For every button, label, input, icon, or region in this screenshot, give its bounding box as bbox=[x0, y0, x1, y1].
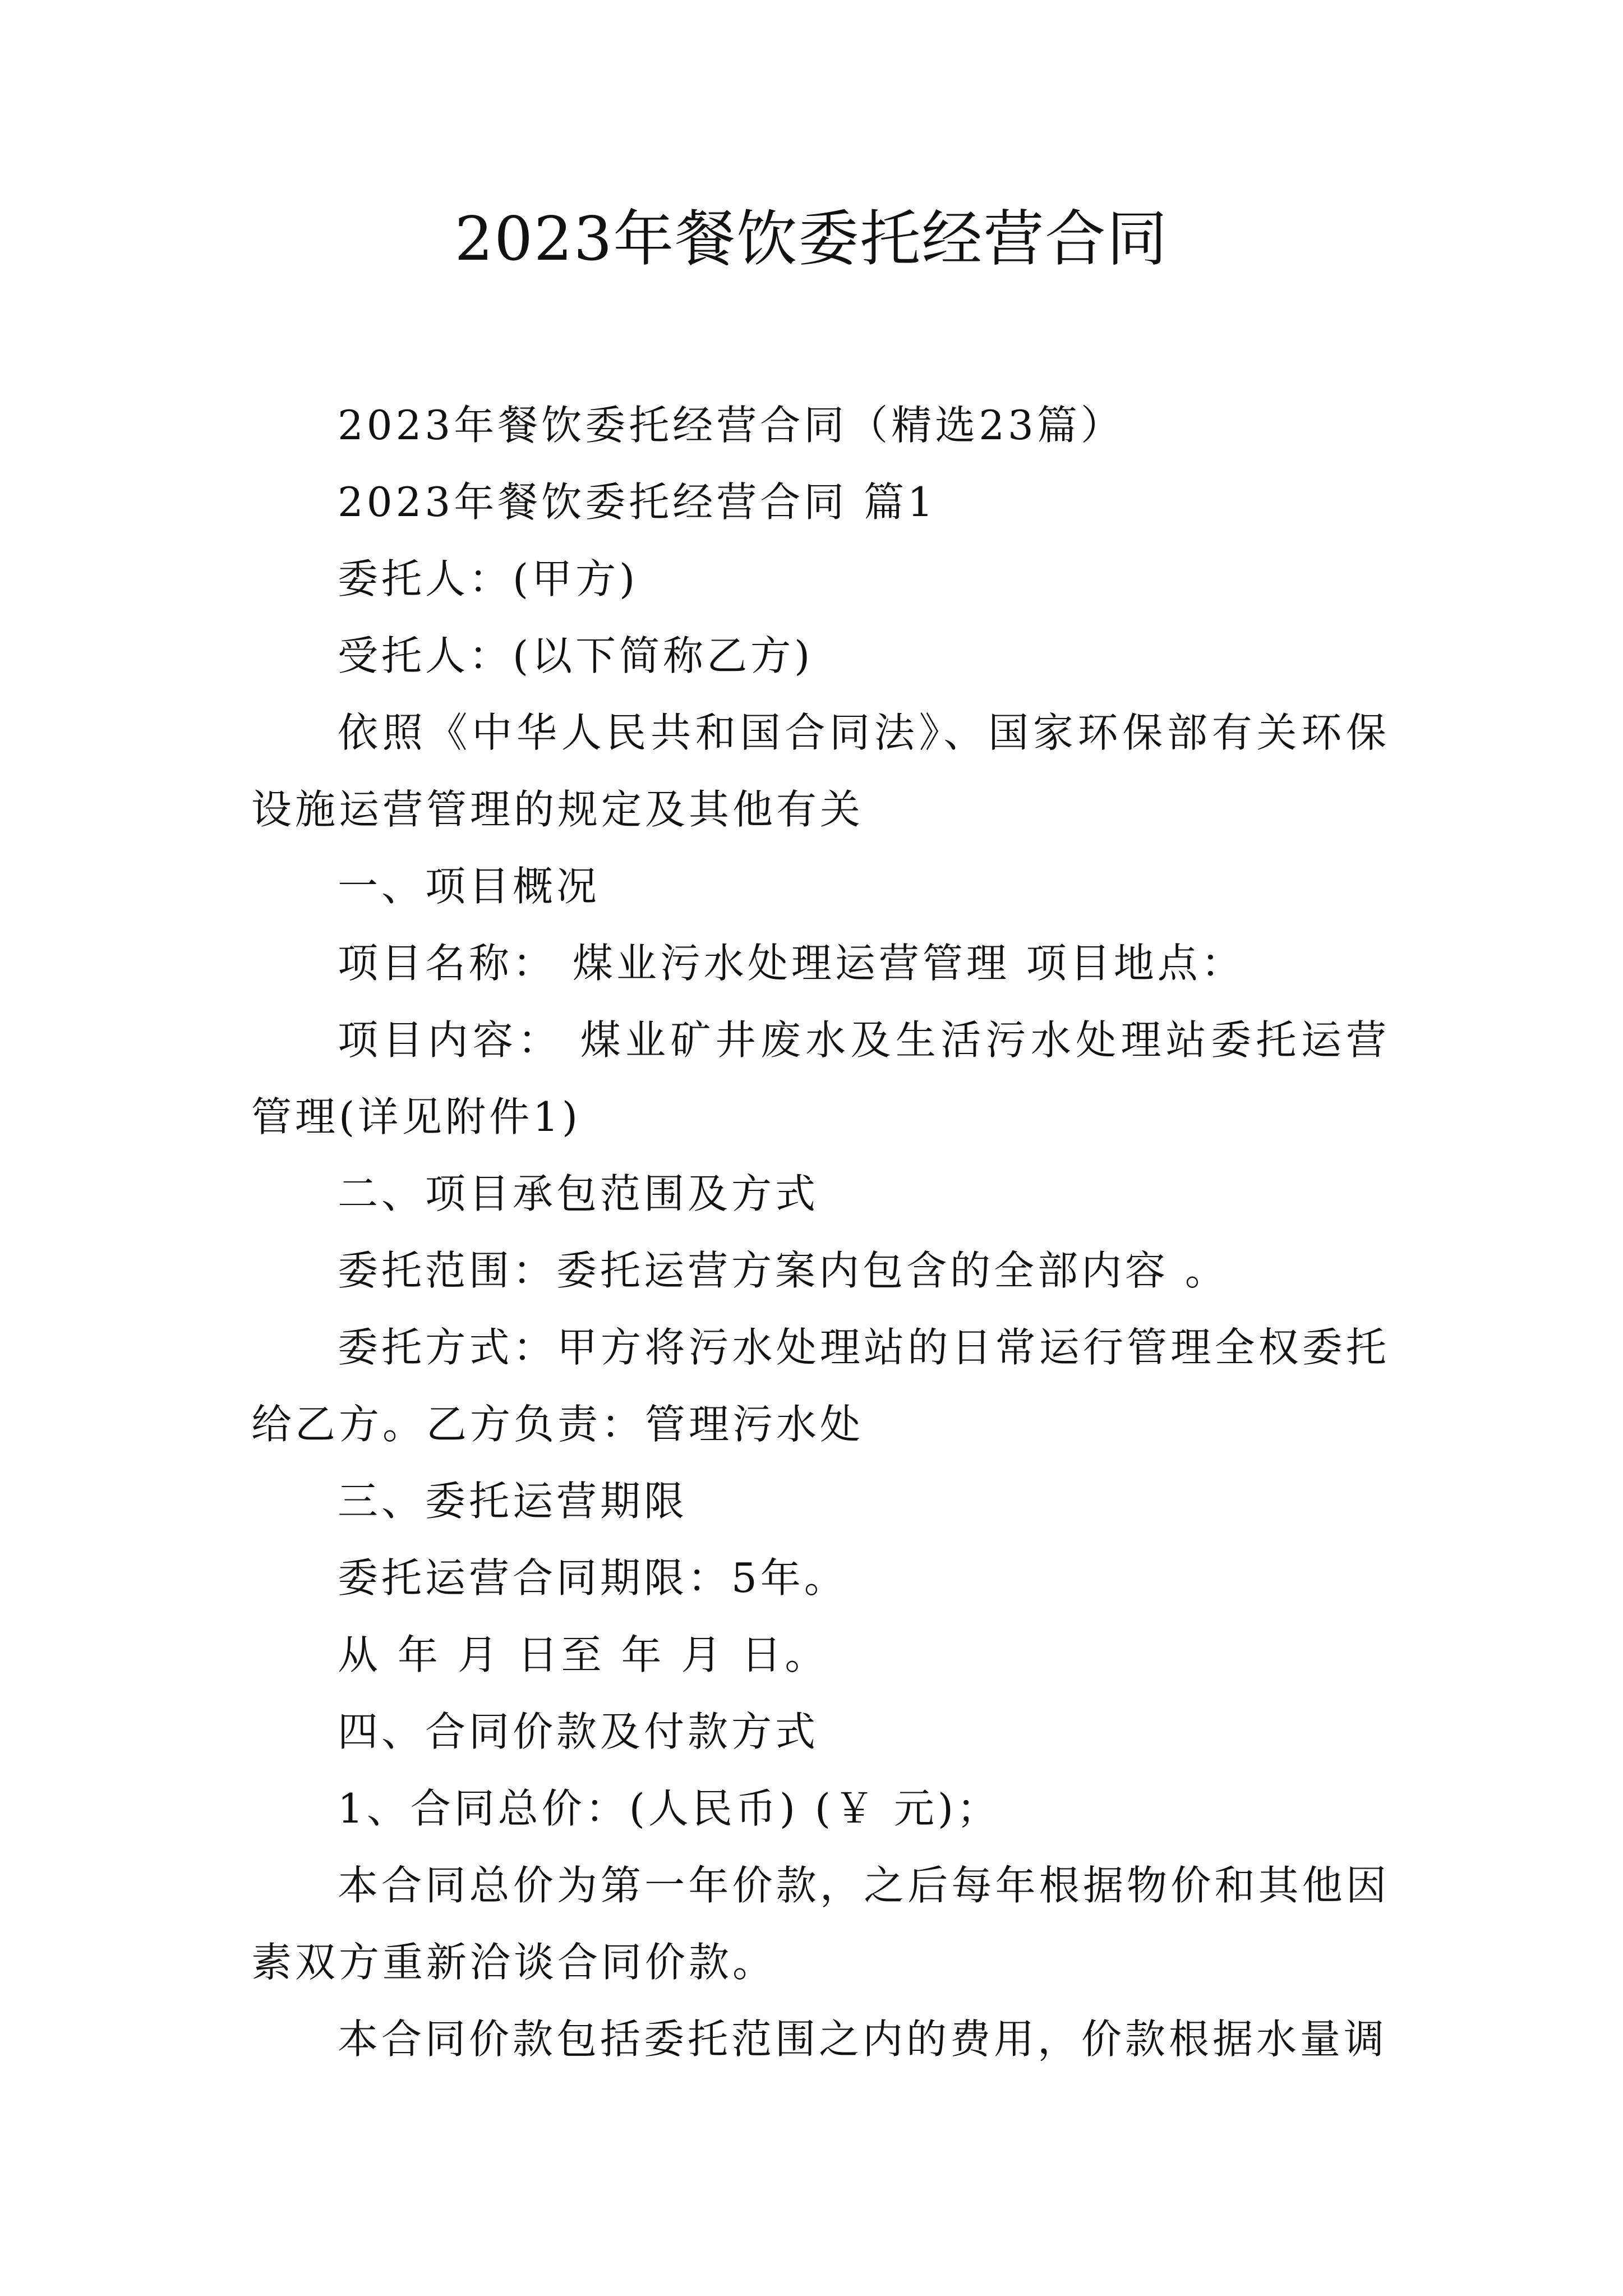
paragraph-project-content: 项目内容： 煤业矿井废水及生活污水处理站委托运营管理(详见附件1) bbox=[251, 1016, 1390, 1140]
paragraph-legal-basis: 依照《中华人民共和国合同法》、国家环保部有关环保设施运营管理的规定及其他有关 bbox=[251, 709, 1390, 833]
section-heading-project-overview: 一、项目概况 bbox=[338, 863, 601, 910]
paragraph-price-renegotiation: 本合同总价为第一年价款，之后每年根据物价和其他因素双方重新洽谈合同价款。 bbox=[251, 1862, 1390, 1986]
section-heading-scope: 二、项目承包范围及方式 bbox=[338, 1170, 819, 1217]
document-body bbox=[251, 387, 1390, 2078]
paragraph-commission-method: 委托方式：甲方将污水处理站的日常运行管理全权委托给乙方。乙方负责：管理污水处 bbox=[251, 1324, 1390, 1448]
paragraph-term-dates: 从 年 月 日至 年 月 日。 bbox=[338, 1631, 829, 1678]
section-heading-price: 四、合同价款及付款方式 bbox=[338, 1708, 819, 1755]
paragraph-principal: 委托人：(甲方) bbox=[338, 555, 639, 602]
paragraph-project-name: 项目名称： 煤业污水处理运营管理 项目地点： bbox=[338, 940, 1245, 987]
section-heading-term: 三、委托运营期限 bbox=[338, 1478, 688, 1525]
paragraph-total-price: 1、合同总价：(人民币) (￥ 元)； bbox=[338, 1785, 1000, 1832]
paragraph-heading-article-1: 2023年餐饮委托经营合同 篇1 bbox=[338, 478, 937, 526]
paragraph-price-coverage: 本合同价款包括委托范围之内的费用，价款根据水量调 bbox=[338, 2016, 1388, 2063]
paragraph-commission-scope: 委托范围：委托运营方案内包含的全部内容 。 bbox=[338, 1247, 1229, 1294]
paragraph-trustee: 受托人：(以下简称乙方) bbox=[338, 632, 814, 679]
paragraph-heading-selection: 2023年餐饮委托经营合同（精选23篇） bbox=[338, 402, 1124, 449]
paragraph-term-length: 委托运营合同期限：5年。 bbox=[338, 1554, 848, 1602]
document-title: 2023年餐饮委托经营合同 bbox=[454, 204, 1169, 274]
